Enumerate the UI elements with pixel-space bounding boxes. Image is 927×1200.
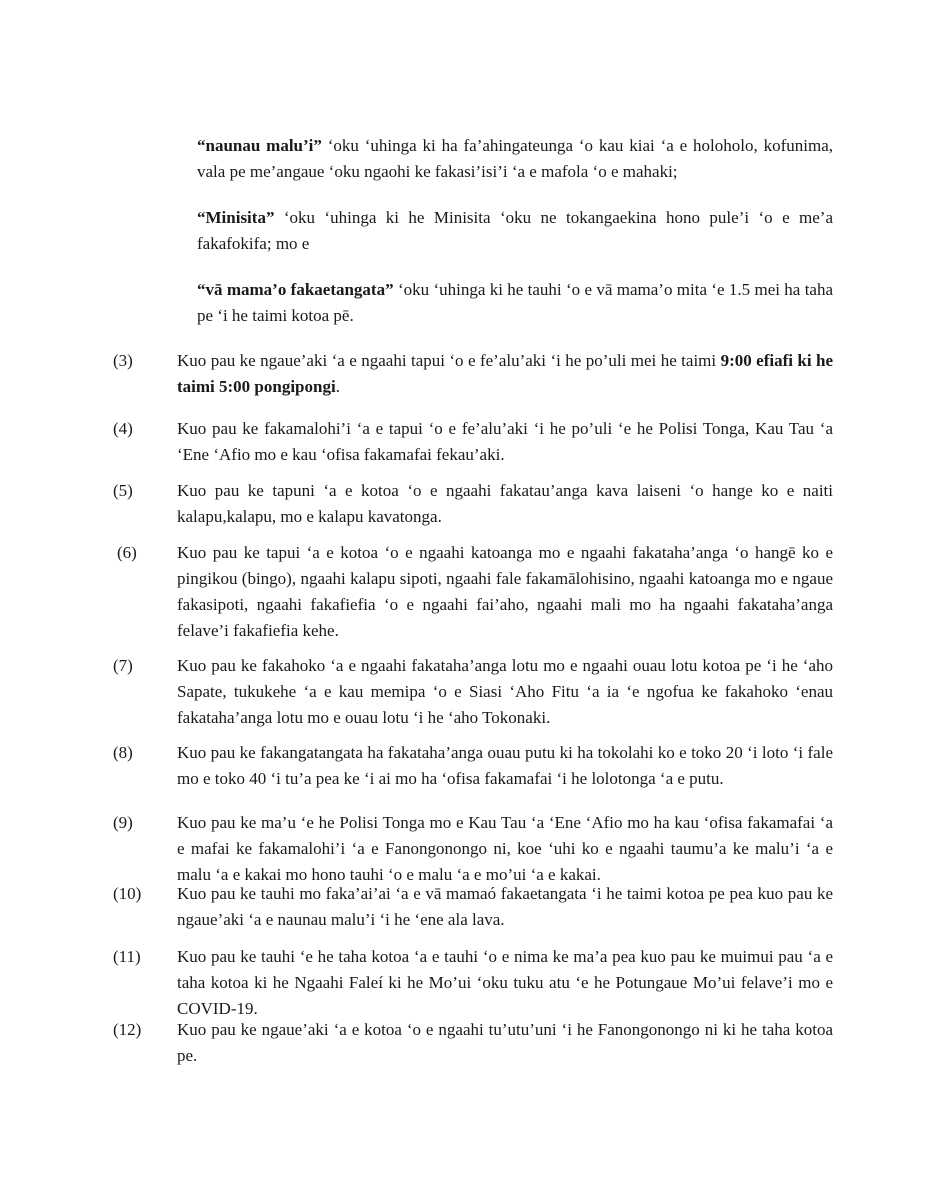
clause-text: Kuo pau ke tauhi mo faka’ai’ai ‘a e vā mamaó fakaetangata ‘i he taimi kotoa pe pea kuo pau ke ngaue’aki ‘a e naunau malu’i ‘i he ‘ene ala lava. (177, 884, 833, 929)
definition-term: “vā mama’o fakaetangata” (197, 280, 394, 299)
definition-text: ‘oku ‘uhinga ki he Minisita ‘oku ne tokangaekina hono pule’i ‘o e me’a fakafokifa; mo e (197, 208, 833, 253)
clause-number: (12) (113, 1020, 142, 1039)
clause-end: . (335, 377, 340, 396)
clause-number: (4) (113, 419, 133, 438)
clause-text: Kuo pau ke tapui ‘a e kotoa ‘o e ngaahi katoanga mo e ngaahi fakataha’anga ‘o hangē ko e pingikou (bingo), ngaahi kalapu sipoti, ngaahi fale fakamālohisino, ngaahi katoanga mo e ngaue fakasipoti, ngaahi fakafiefia ‘o e ngaahi fai’aho, ngaahi mali mo ha ngaahi fakataha’anga felave’i fakafiefia kehe. (177, 543, 833, 640)
clause-text: Kuo pau ke ma’u ‘e he Polisi Tonga mo e Kau Tau ‘a ‘Ene ‘Afio mo ha kau ‘ofisa fakamafai ‘a e mafai ke fakamalohi’i ‘a e Fanongonongo ni, koe ‘uhi ko e ngaahi taumu’a ke malu’i ‘a e malu ‘a e kakai mo hono tauhi ‘o e malu ‘a e mo’ui ‘a e kakai. (177, 813, 833, 884)
clause-number: (10) (113, 884, 142, 903)
clause-number: (8) (113, 743, 133, 762)
clause-number: (7) (113, 656, 133, 675)
clause-number: (5) (113, 481, 133, 500)
clause-text: Kuo pau ke tauhi ‘e he taha kotoa ‘a e tauhi ‘o e nima ke ma’a pea kuo pau ke muimui pau ‘a e taha kotoa ki he Ngaahi Faleí ki he Mo’ui ‘oku tuku atu ‘e he Potungaue Mo’ui felave’i mo e COVID-19. (177, 947, 833, 1018)
definition-minisita (197, 205, 833, 257)
definition-naunau-malui (197, 133, 833, 185)
definition-term: “Minisita” (197, 208, 275, 227)
clause-text: Kuo pau ke tapuni ‘a e kotoa ‘o e ngaahi fakatau’anga kava laiseni ‘o hange ko e naiti kalapu,kalapu, mo e kalapu kavatonga. (177, 481, 833, 526)
clause-text: Kuo pau ke fakamalohi’i ‘a e tapui ‘o e fe’alu’aki ‘i he po’uli ‘e he Polisi Tonga, Kau Tau ‘a ‘Ene ‘Afio mo e kau ‘ofisa fakamafai fekau’aki. (177, 419, 833, 464)
clause-text: Kuo pau ke fakangatangata ha fakataha’anga ouau putu ki ha tokolahi ko e toko 20 ‘i loto ‘i fale mo e toko 40 ‘i tu’a pea ke ‘i ai mo ha ‘ofisa fakamafai ‘i he lolotonga ‘a e putu. (177, 743, 833, 788)
clause-number: (6) (117, 543, 137, 562)
clause-curfew-hours: 9:00 efiafi ki he taimi 5:00 pongipongi (177, 351, 834, 396)
definition-text: ‘oku ‘uhinga ki he tauhi ‘o e vā mama’o mita ‘e 1.5 mei ha taha pe ‘i he taimi kotoa pē. (197, 280, 834, 325)
definition-va-mamao (197, 277, 833, 329)
clause-body: Kuo pau ke ngaue’aki ‘a e ngaahi tapui ‘o e fe’alu’aki ‘i he po’uli mei he taimi (177, 351, 721, 370)
clause-text: Kuo pau ke ngaue’aki ‘a e kotoa ‘o e ngaahi tu’utu’uni ‘i he Fanongonongo ni ki he taha kotoa pe. (177, 1020, 833, 1065)
clause-text: Kuo pau ke fakahoko ‘a e ngaahi fakataha’anga lotu mo e ngaahi ouau lotu kotoa pe ‘i he ‘aho Sapate, tukukehe ‘a e kau memipa ‘o e Siasi ‘Aho Fitu ‘a ia ‘e ngofua ke fakahoko ‘enau fakataha’anga lotu mo e ouau lotu ‘i he ‘aho Tokonaki. (177, 656, 833, 727)
clause-number: (3) (113, 351, 133, 370)
clause-number: (11) (113, 947, 141, 966)
clause-text (177, 348, 833, 400)
definition-term: “naunau malu’i” (197, 136, 322, 155)
definition-text: ‘oku ‘uhinga ki ha fa’ahingateunga ‘o kau kiai ‘a e holoholo, kofunima, vala pe me’angaue ‘oku ngaohi ke fakasi’isi’i ‘a e mafola ‘o e mahaki; (197, 136, 834, 181)
clause-number: (9) (113, 813, 133, 832)
